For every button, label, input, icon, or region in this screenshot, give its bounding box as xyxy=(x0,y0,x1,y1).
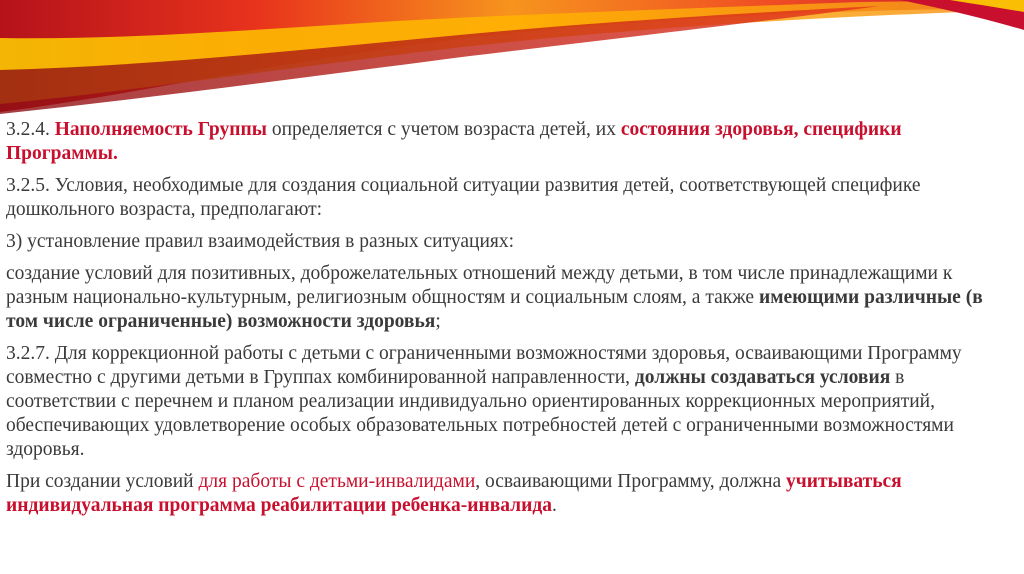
highlight-red-bold: учитываться индивидуальная программа реабилитации ребенка-инвалида xyxy=(6,471,902,516)
paragraph-occupancy: 3.2.4. Наполняемость Группы определяется с учетом возраста детей, их состояния здоровья, специфики Программы. xyxy=(6,119,902,164)
highlight-bold: должны создаваться условия xyxy=(634,367,891,388)
decorative-banner xyxy=(0,0,1024,130)
highlight-red-bold: состояния здоровья, специфики Программы. xyxy=(6,119,902,164)
paragraph-disabled-children: При создании условий для работы с детьми-инвалидами, осваивающими Программу, должна учитываться индивидуальная программа реабилитации ребенка-инвалида. xyxy=(6,471,902,516)
slide-body xyxy=(6,118,1011,526)
highlight-red: для работы с детьми-инвалидами xyxy=(198,471,476,492)
highlight-red-bold: Наполняемость Группы xyxy=(54,119,267,140)
highlight-bold: имеющими различные (в том числе ограниченные) возможности здоровья xyxy=(6,287,983,332)
paragraph-positive-relations: создание условий для позитивных, доброжелательных отношений между детьми, в том числе принадлежащими к разным национально-культурным, религиозным общностям и социальным слоям, а также имеющими различные (в том числе ограниченные) возможности здоровья; xyxy=(6,263,983,332)
paragraph-conditions: 3.2.5. Условия, необходимые для создания социальной ситуации развития детей, соответствующей специфике дошкольного возраста, предполагают: xyxy=(6,175,921,220)
paragraph-rules: 3) установление правил взаимодействия в разных ситуациях: xyxy=(6,231,515,252)
paragraph-correctional-work: 3.2.7. Для коррекционной работы с детьми с ограниченными возможностями здоровья, осваивающими Программу совместно с другими детьми в Группах комбинированной направленности, должны создаваться условия в соответствии с перечнем и планом реализации индивидуально ориентированных коррекционных мероприятий, обеспечивающих удовлетворение особых образовательных потребностей детей с ограниченными возможностями здоровья. xyxy=(6,343,962,460)
